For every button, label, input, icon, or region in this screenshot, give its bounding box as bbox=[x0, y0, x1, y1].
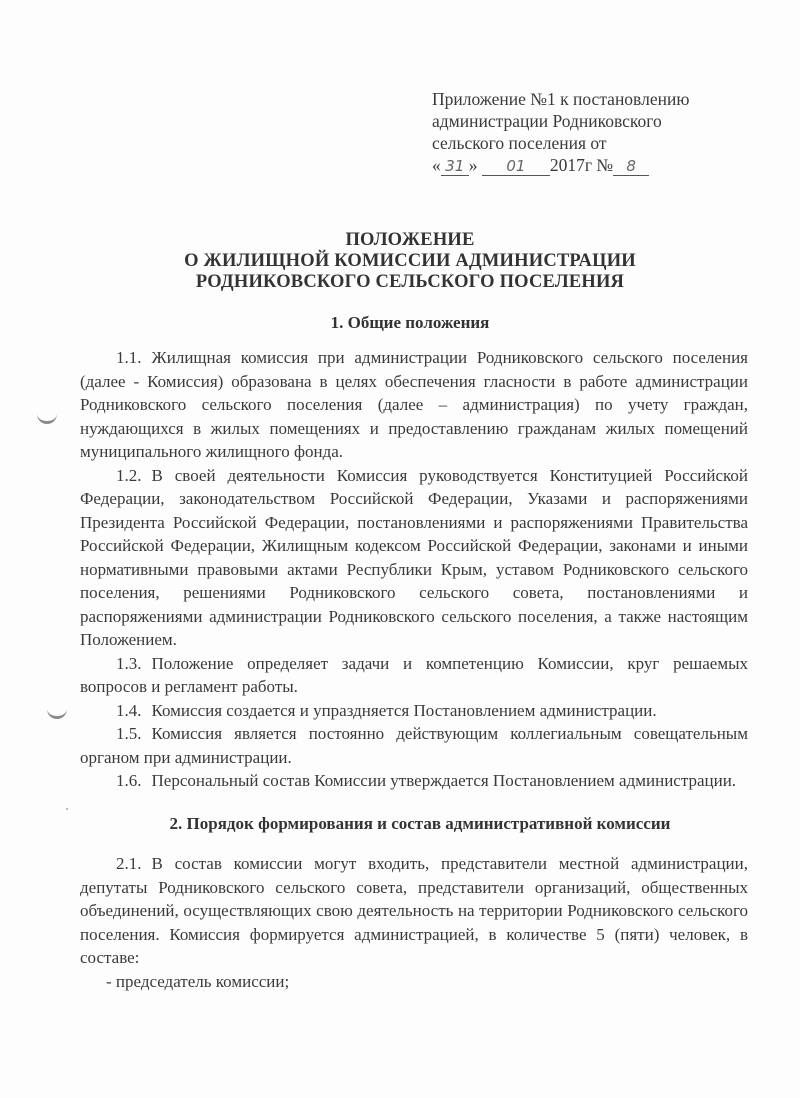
clause-text: В своей деятельности Комиссия руководствуется Конституцией Российской Федерации, законодательством Российской Федерации, Указами и распоряжениями Президента Российской Федерации, постановлениями и распоряжениями Правительства Российской Федерации, Жилищным кодексом Российской Федерации, законами и иными нормативными правовыми актами Республики Крым, уставом Родниковского сельского поселения, решениями Родниковского сельского совета, постановлениями и распоряжениями администрации Родниковского сельского поселения, а также настоящим Положением. bbox=[80, 465, 748, 649]
handwritten-doc-number: 8 bbox=[613, 158, 649, 176]
document-title bbox=[150, 230, 670, 293]
appendix-note bbox=[432, 88, 689, 176]
clause-1-2 bbox=[80, 464, 748, 652]
clause-1-5 bbox=[80, 722, 748, 769]
clause-2-1 bbox=[80, 852, 748, 970]
clause-text: Персональный состав Комиссии утверждается Постановлением администрации. bbox=[151, 771, 737, 790]
handwritten-day: 31 bbox=[441, 158, 469, 176]
scan-speck bbox=[66, 808, 68, 810]
section-2-body bbox=[80, 852, 748, 993]
section-2-heading: 2. Порядок формирования и состав административной комиссии bbox=[169, 814, 671, 833]
clause-number: 1.6. bbox=[116, 771, 142, 790]
clause-text: Жилищная комиссия при администрации Родниковского сельского поселения (далее - Комиссия) образована в целях обеспечения гласности в работе администрации Родниковского сельского поселения (далее – администрация) по учету граждан, нуждающихся в жилых помещениях и предоставлению гражданам жилых помещений муниципального жилищного фонда. bbox=[80, 348, 748, 461]
clause-text: Положение определяет задачи и компетенцию Комиссии, круг решаемых вопросов и регламент работы. bbox=[80, 653, 748, 696]
clause-number: 2.1. bbox=[116, 854, 142, 873]
open-quote: « bbox=[432, 155, 441, 175]
clause-1-1 bbox=[80, 346, 748, 464]
clause-text: В состав комиссии могут входить, представители местной администрации, депутаты Родниковского сельского совета, представители организаций, общественных объединений, осуществляющих свою деятельность на территории Родниковского сельского поселения. Комиссия формируется администрацией, в количестве 5 (пяти) человек, в составе: bbox=[80, 854, 748, 967]
appendix-line-1: Приложение №1 к постановлению bbox=[432, 89, 690, 109]
appendix-date-line bbox=[432, 154, 689, 176]
clause-text: Комиссия является постоянно действующим коллегиальным совещательным органом при администрации. bbox=[80, 724, 748, 767]
clause-1-4 bbox=[80, 699, 748, 723]
clause-number: 1.1. bbox=[116, 348, 142, 367]
title-line-3: РОДНИКОВСКОГО СЕЛЬСКОГО ПОСЕЛЕНИЯ bbox=[195, 272, 625, 292]
list-item: - председатель комиссии; bbox=[106, 971, 290, 991]
handwritten-month: 01 bbox=[482, 158, 550, 176]
clause-number: 1.4. bbox=[116, 700, 142, 720]
punch-hole-mark bbox=[47, 709, 67, 719]
punch-hole-mark bbox=[37, 414, 57, 424]
clause-number: 1.2. bbox=[116, 465, 142, 485]
clause-1-3 bbox=[80, 652, 748, 699]
section-1-heading: 1. Общие положения bbox=[330, 313, 490, 332]
clause-text: Комиссия создается и упраздняется Постановлением администрации. bbox=[151, 700, 657, 720]
date-year: 2017г № bbox=[549, 155, 614, 175]
section-1-body bbox=[80, 346, 748, 793]
clause-number: 1.5. bbox=[116, 724, 142, 743]
appendix-line-3: сельского поселения от bbox=[432, 133, 607, 153]
title-line-1: ПОЛОЖЕНИЕ bbox=[345, 230, 475, 250]
close-quote: » bbox=[468, 155, 478, 175]
appendix-line-2: администрации Родниковского bbox=[432, 111, 662, 131]
title-line-2: О ЖИЛИЩНОЙ КОМИССИИ АДМИНИСТРАЦИИ bbox=[184, 251, 636, 271]
clause-1-6 bbox=[80, 769, 748, 793]
clause-number: 1.3. bbox=[116, 653, 142, 673]
